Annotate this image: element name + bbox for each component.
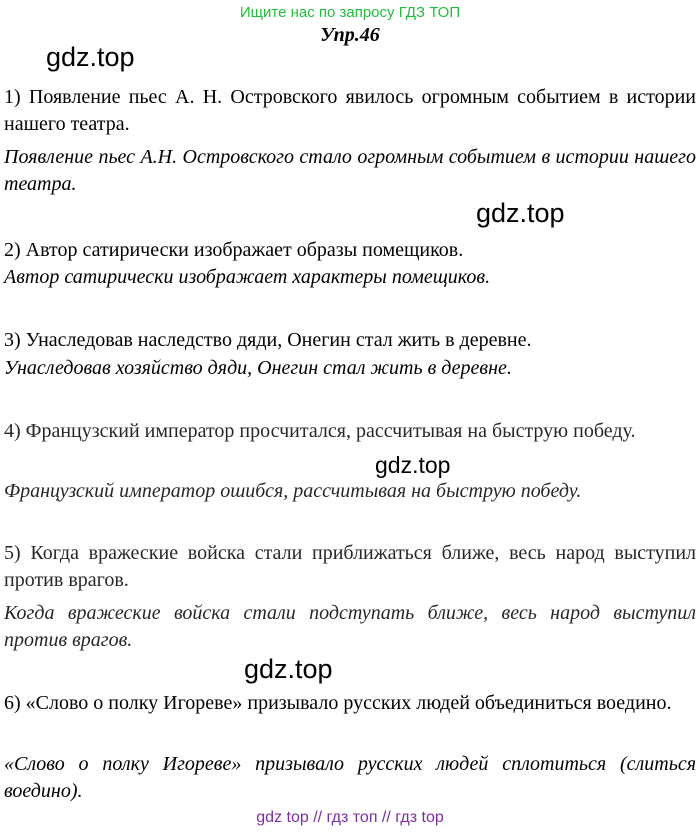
footer-links: gdz top // гдз топ // гдз top [256,809,444,826]
corrected-sentence: Унаследовав хозяйство дяди, Онегин стал жить в деревне. [4,357,512,379]
exercise-title: Упр.46 [320,24,380,46]
watermark: gdz.top [476,198,565,228]
corrected-sentence: Французский император ошибся, рассчитывая на быструю победу. [4,480,582,502]
original-sentence: 3) Унаследовав наследство дяди, Онегин стал жить в деревне. [4,329,532,351]
corrected-sentence: Автор сатирически изображает характеры помещиков. [4,266,491,288]
watermark: gdz.top [244,654,333,684]
original-sentence: 5) Когда вражеские войска стали приближаться ближе, весь народ выступил против врагов. [4,542,696,591]
original-sentence: 2) Автор сатирически изображает образы помещиков. [4,239,464,261]
corrected-sentence: Появление пьес А.Н. Островского стало огромным событием в истории нашего театра. [4,146,696,195]
corrected-sentence: Когда вражеские войска стали подступать ближе, весь народ выступил против врагов. [4,602,696,651]
original-sentence: 6) «Слово о полку Игореве» призывало русских людей объединиться воедино. [4,692,672,714]
watermark: gdz.top [46,42,135,72]
top-banner: Ищите нас по запросу ГДЗ ТОП [239,4,461,21]
original-sentence: 1) Появление пьес А. Н. Островского явилось огромным событием в истории нашего театра. [4,86,696,135]
watermark: gdz.top [375,452,451,478]
corrected-sentence: «Слово о полку Игореве» призывало русских людей сплотиться (слиться воедино). [4,753,696,802]
original-sentence: 4) Французский император просчитался, рассчитывая на быструю победу. [4,420,636,442]
